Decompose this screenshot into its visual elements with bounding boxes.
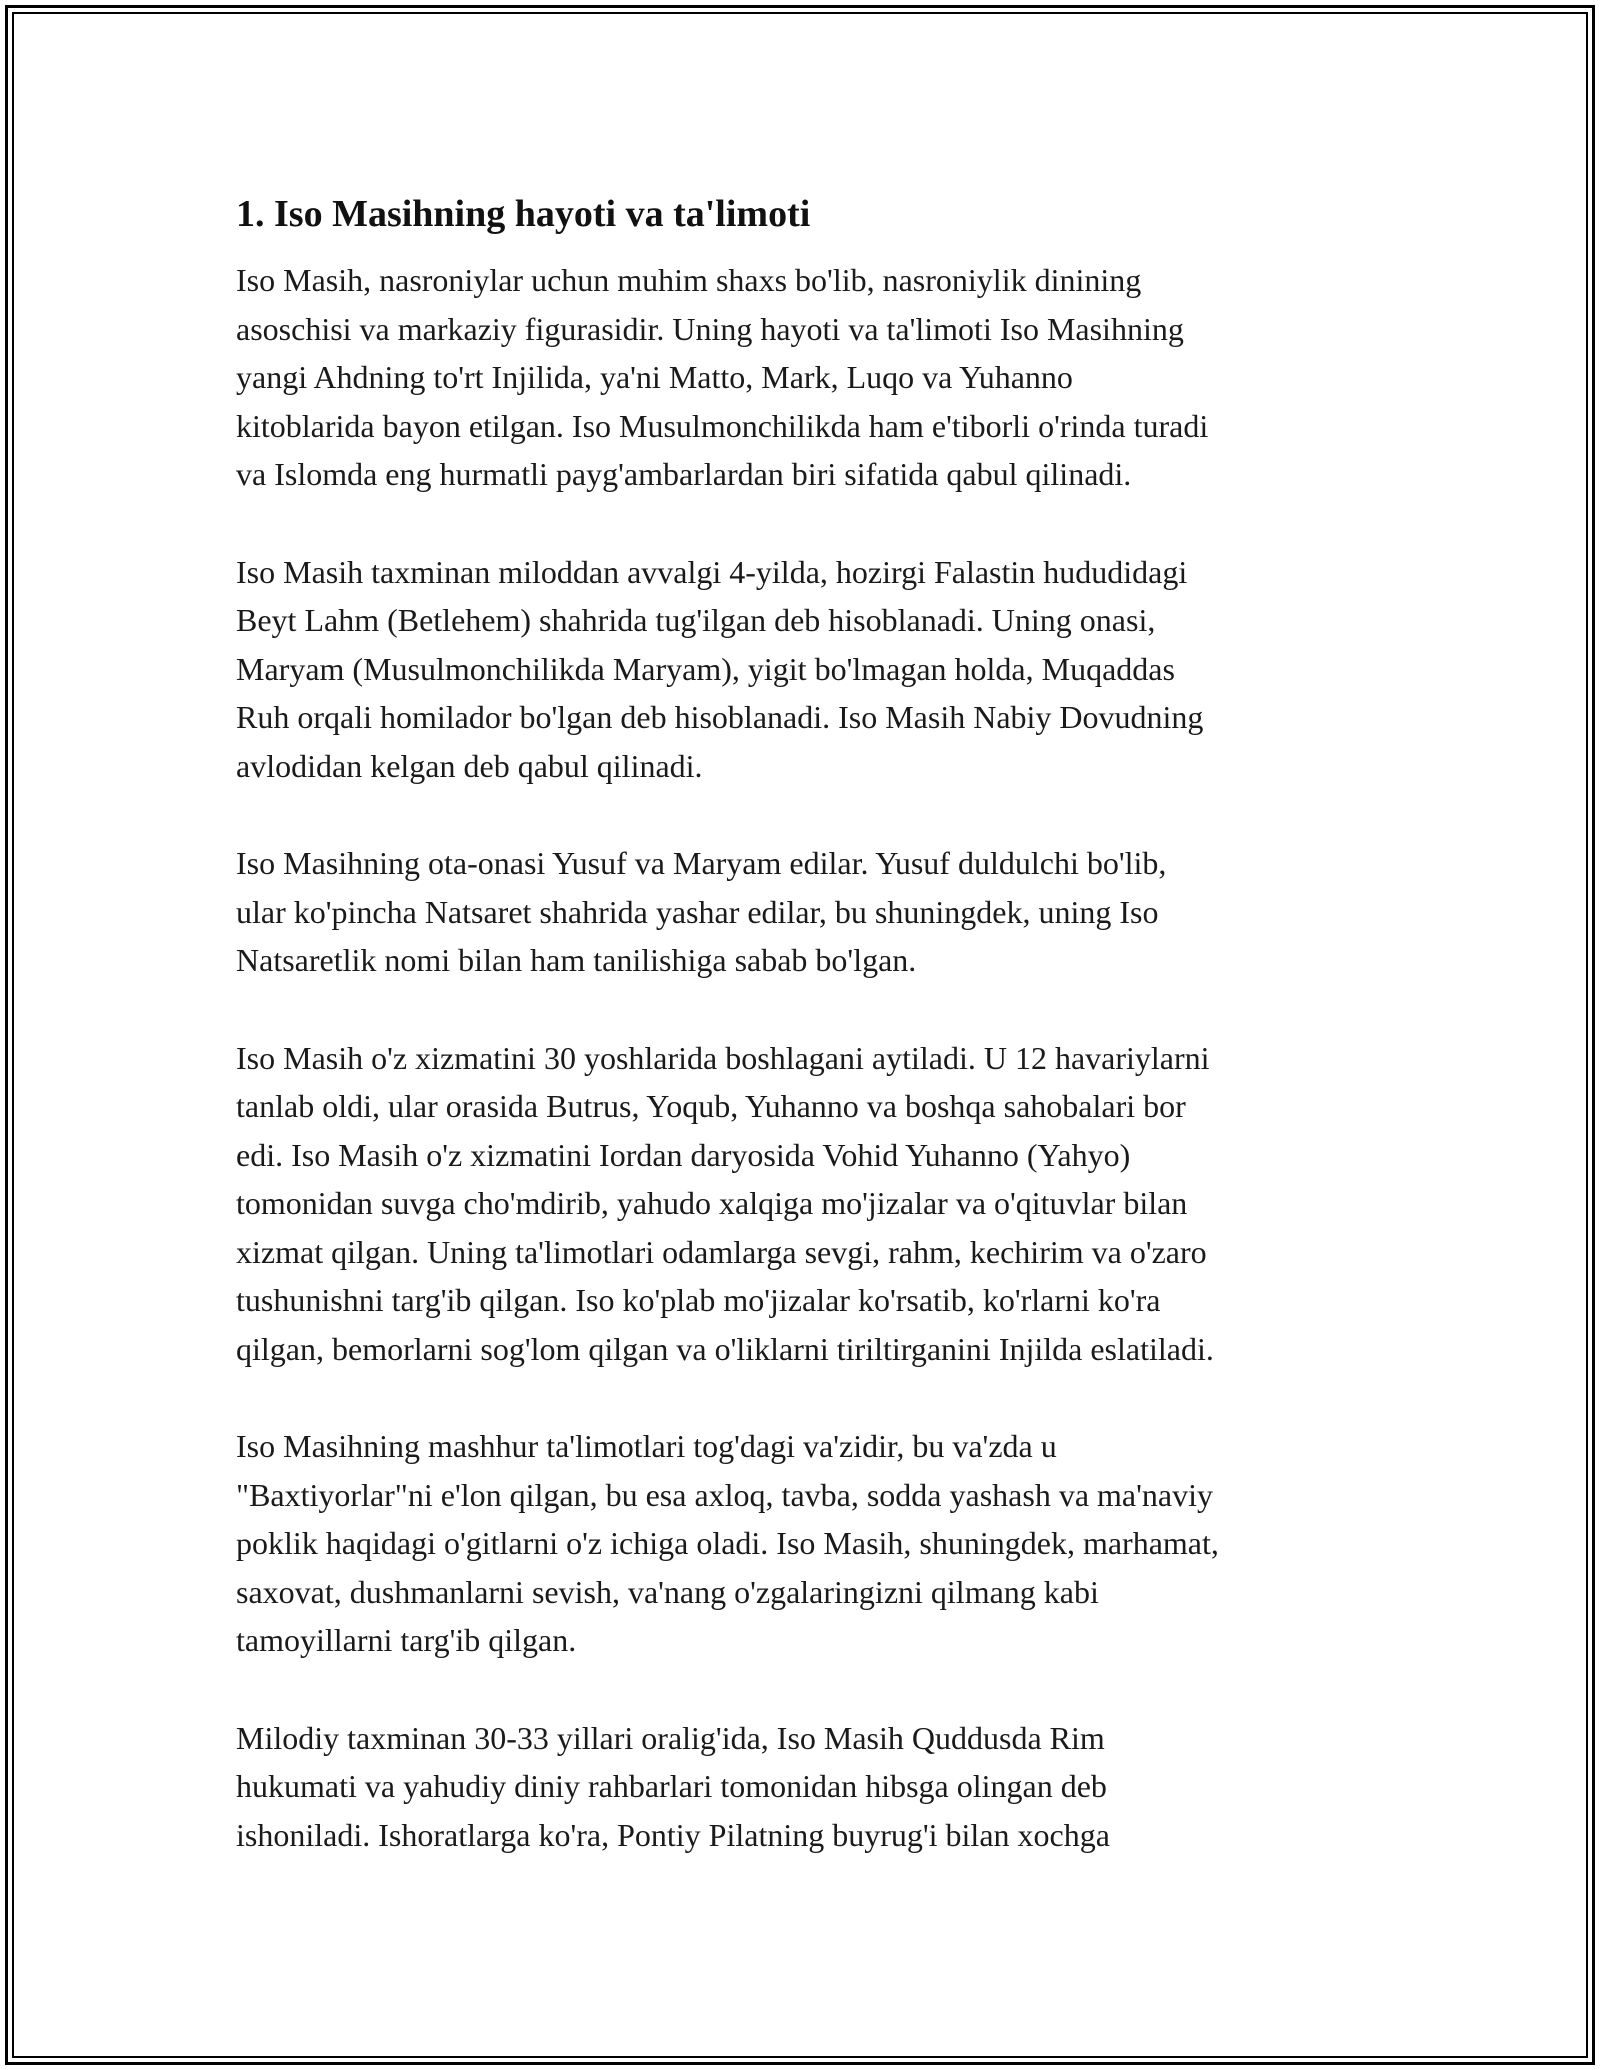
text-line: va Islomda eng hurmatli payg'ambarlardan biri sifatida qabul qilinadi.	[236, 456, 1132, 492]
text-line: hukumati va yahudiy diniy rahbarlari tomonidan hibsga olingan deb	[236, 1768, 1107, 1804]
text-line: tamoyillarni targ'ib qilgan.	[236, 1622, 577, 1658]
text-line: Ruh orqali homilador bo'lgan deb hisoblanadi. Iso Masih Nabiy Dovudning	[236, 699, 1204, 735]
text-line: yangi Ahdning to'rt Injilida, ya'ni Matto, Mark, Luqo va Yuhanno	[236, 359, 1073, 395]
text-line: ular ko'pincha Natsaret shahrida yashar edilar, bu shuningdek, uning Iso	[236, 893, 1159, 930]
text-line: Iso Masih taxminan miloddan avvalgi 4-yilda, hozirgi Falastin hududidagi	[236, 553, 1188, 590]
section-title: 1. Iso Masihning hayoti va ta'limoti	[236, 193, 811, 235]
text-line: edi. Iso Masih o'z xizmatini Iordan daryosida Vohid Yuhanno (Yahyo)	[236, 1136, 1131, 1173]
text-line: Milodiy taxminan 30-33 yillari oralig'ida, Iso Masih Quddusda Rim	[236, 1719, 1105, 1756]
text-line: poklik haqidagi o'gitlarni o'z ichiga oladi. Iso Masih, shuningdek, marhamat,	[236, 1525, 1219, 1561]
text-line: tomonidan suvga cho'mdirib, yahudo xalqiga mo'jizalar va o'qituvlar bilan	[236, 1185, 1188, 1221]
text-line: "Baxtiyorlar"ni e'lon qilgan, bu esa axloq, tavba, sodda yashash va ma'naviy	[236, 1476, 1213, 1513]
text-line: asoschisi va markaziy figurasidir. Uning hayoti va ta'limoti Iso Masihning	[236, 310, 1184, 347]
text-line: Beyt Lahm (Betlehem) shahrida tug'ilgan deb hisoblanadi. Uning onasi,	[236, 602, 1156, 638]
text-line: saxovat, dushmanlarni sevish, va'nang o'zgalaringizni qilmang kabi	[236, 1573, 1099, 1610]
text-line: kitoblarida bayon etilgan. Iso Musulmonchilikda ham e'tiborli o'rinda turadi	[236, 407, 1209, 444]
text-line: tushunishni targ'ib qilgan. Iso ko'plab mo'jizalar ko'rsatib, ko'rlarni ko'ra	[236, 1282, 1161, 1318]
text-line: Iso Masihning mashhur ta'limotlari tog'dagi va'zidir, bu va'zda u	[236, 1428, 1057, 1464]
document-body	[236, 188, 1376, 1859]
paragraph-3	[236, 839, 1376, 985]
text-line: ishoniladi. Ishoratlarga ko'ra, Pontiy Pilatning buyrug'i bilan xochga	[236, 1816, 1110, 1853]
paragraph-1	[236, 256, 1376, 499]
text-line: Iso Masih, nasroniylar uchun muhim shaxs bo'lib, nasroniylik dinining	[236, 262, 1142, 298]
text-line: Iso Masih o'z xizmatini 30 yoshlarida boshlagani aytiladi. U 12 havariylarni	[236, 1039, 1210, 1076]
text-line: Maryam (Musulmonchilikda Maryam), yigit bo'lmagan holda, Muqaddas	[236, 650, 1175, 687]
text-line: Iso Masihning ota-onasi Yusuf va Maryam edilar. Yusuf duldulchi bo'lib,	[236, 845, 1167, 881]
text-line: tanlab oldi, ular orasida Butrus, Yoqub, Yuhanno va boshqa sahobalari bor	[236, 1088, 1186, 1124]
paragraph-5	[236, 1422, 1376, 1665]
text-line: xizmat qilgan. Uning ta'limotlari odamlarga sevgi, rahm, kechirim va o'zaro	[236, 1233, 1207, 1270]
text-line: avlodidan kelgan deb qabul qilinadi.	[236, 747, 703, 784]
paragraph-4	[236, 1034, 1376, 1374]
paragraph-2	[236, 548, 1376, 791]
paragraph-6	[236, 1714, 1376, 1860]
text-line: Natsaretlik nomi bilan ham tanilishiga sabab bo'lgan.	[236, 942, 917, 978]
text-line: qilgan, bemorlarni sog'lom qilgan va o'liklarni tiriltirganini Injilda eslatiladi.	[236, 1330, 1214, 1367]
